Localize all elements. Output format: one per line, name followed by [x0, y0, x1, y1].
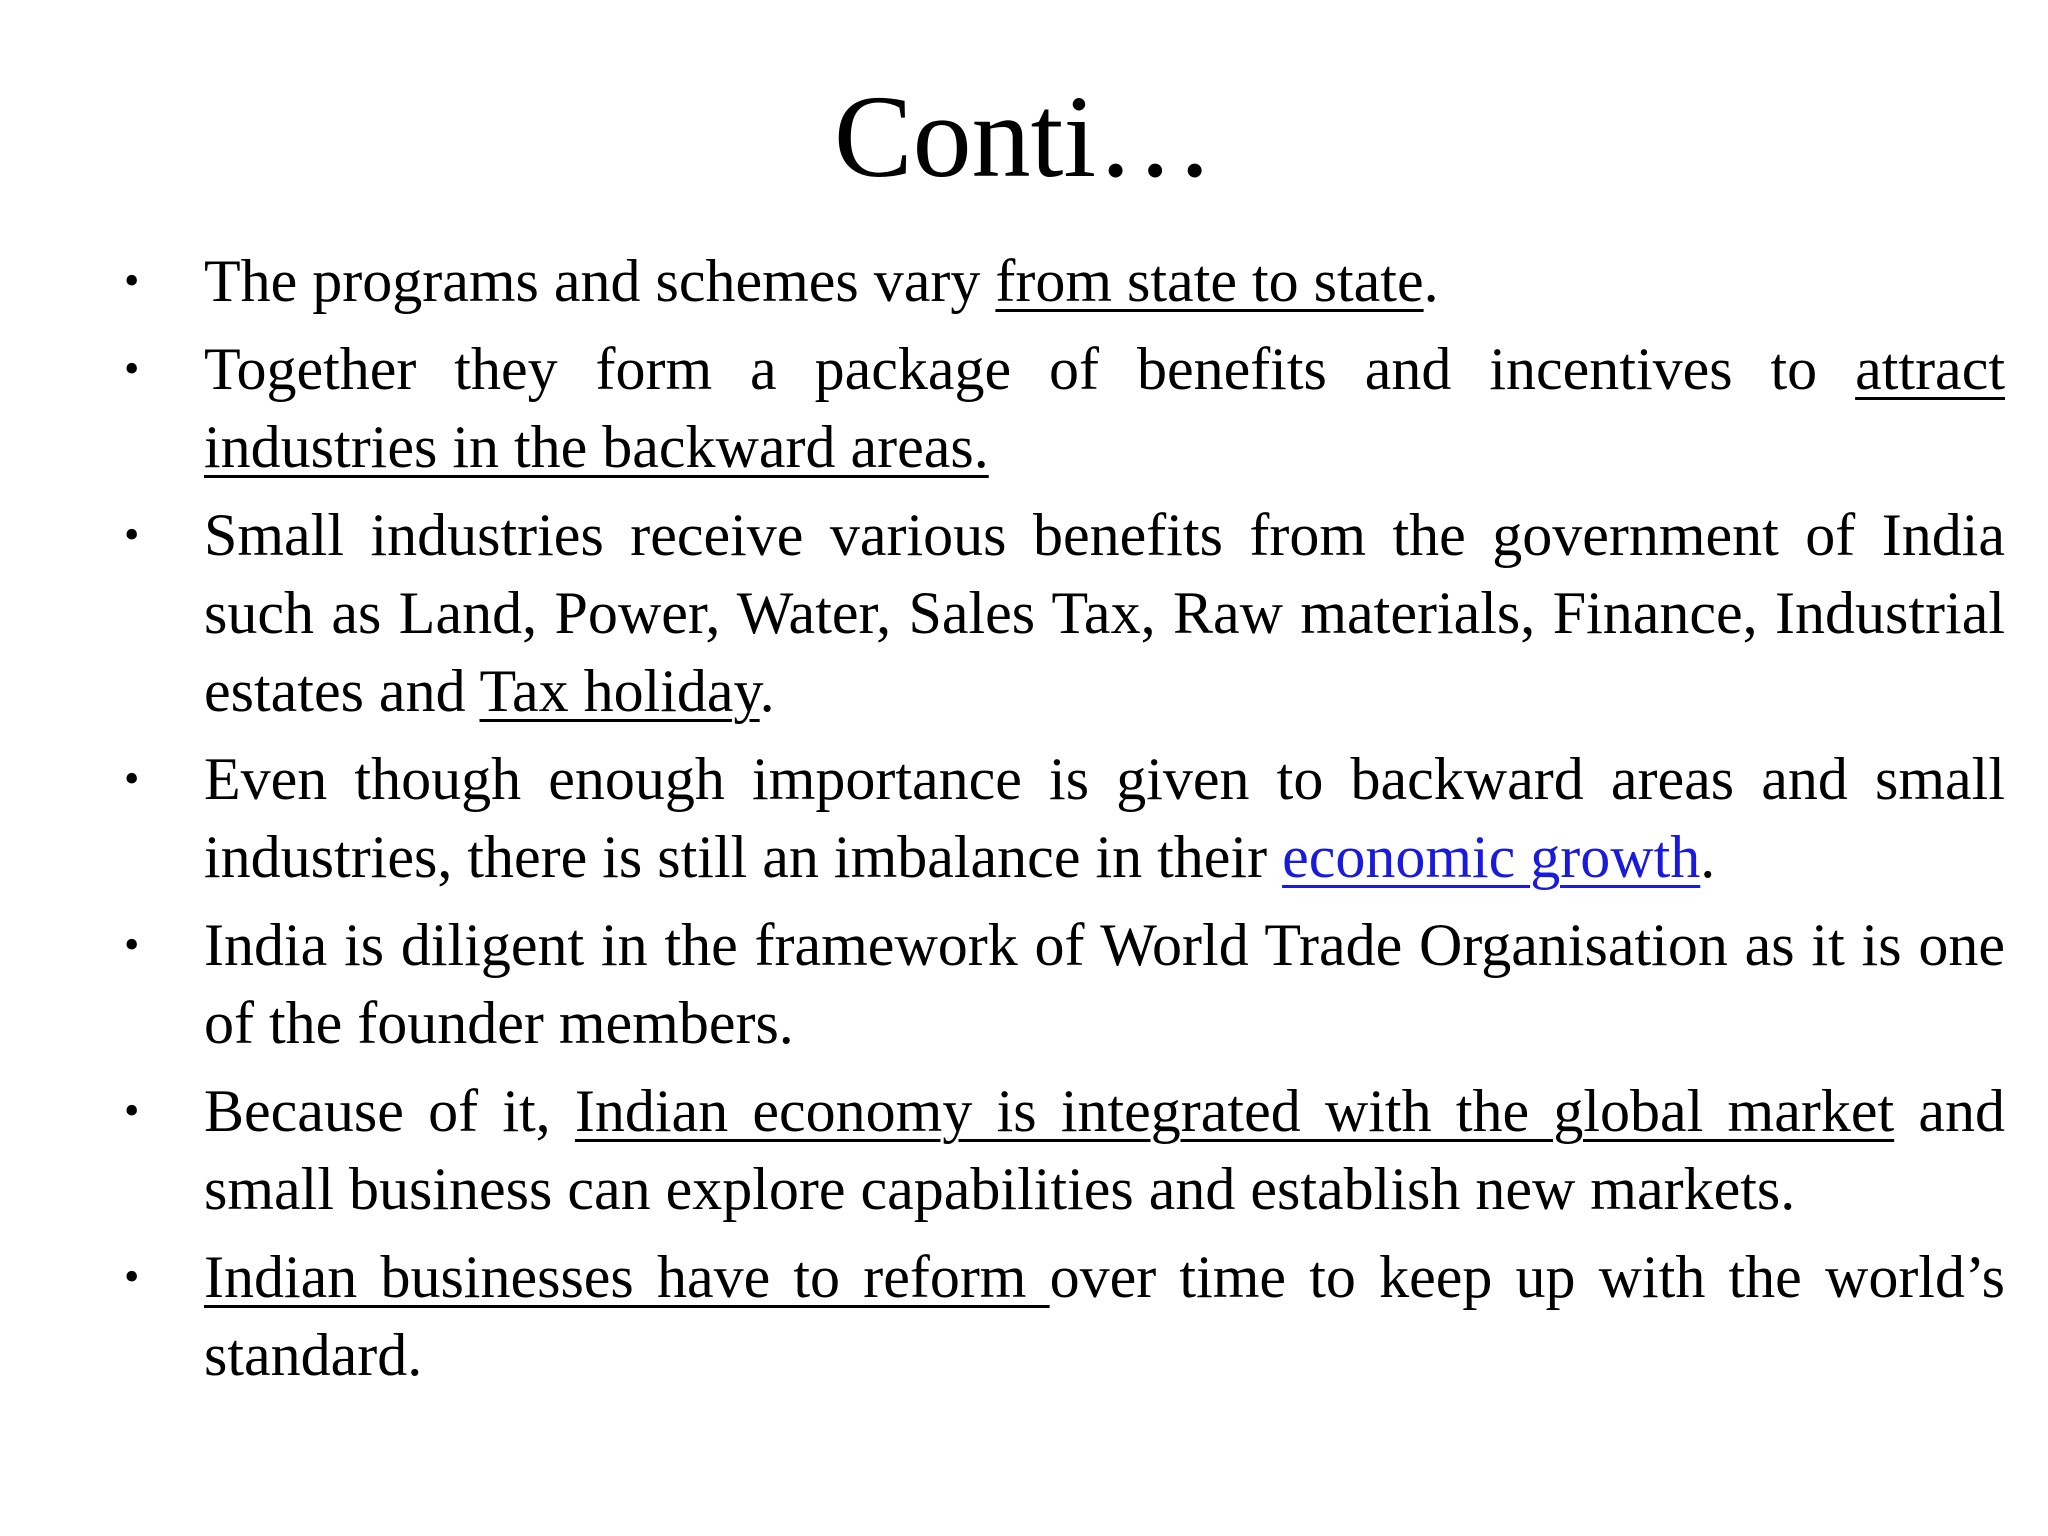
- bullet-list: [120, 242, 2005, 1404]
- bullet-text: .: [759, 658, 775, 724]
- bullet-dot-icon: •: [124, 256, 140, 305]
- bullet-text: Because of it,: [204, 1078, 575, 1144]
- bullet-item: [120, 330, 2005, 486]
- bullet-text: Even though enough importance is given to backward areas and small industries, there is still an imbalance in their: [204, 746, 2005, 890]
- bullet-item: [120, 496, 2005, 730]
- underlined-phrase: Tax holiday: [479, 658, 760, 724]
- bullet-text: .: [1700, 824, 1716, 890]
- underlined-phrase: attract industries in the backward areas.: [204, 336, 2005, 480]
- bullet-dot-icon: •: [124, 754, 140, 803]
- bullet-item: [120, 1238, 2005, 1394]
- bullet-text: over time to keep up with the world’s standard.: [204, 1244, 2005, 1388]
- underlined-phrase: Indian economy is integrated with the global market: [574, 1078, 1895, 1144]
- underlined-phrase: from state to state: [995, 248, 1424, 314]
- bullet-text: .: [1423, 248, 1439, 314]
- bullet-item: [120, 1072, 2005, 1228]
- bullet-text: Small industries receive various benefits from the government of India such as Land, Power, Water, Sales Tax, Raw materials, Finance, Industrial estates and: [204, 502, 2005, 724]
- bullet-item: [120, 906, 2005, 1062]
- bullet-dot-icon: •: [124, 1252, 140, 1301]
- bullet-text: and small business can explore capabilities and establish new markets.: [204, 1078, 2005, 1222]
- bullet-item: [120, 242, 2005, 320]
- underlined-phrase: Indian businesses have to reform: [204, 1244, 1050, 1310]
- slide-title: Conti…: [833, 71, 1215, 202]
- bullet-dot-icon: •: [124, 344, 140, 393]
- bullet-dot-icon: •: [124, 920, 140, 969]
- bullet-dot-icon: •: [124, 1086, 140, 1135]
- bullet-text: The programs and schemes vary: [204, 248, 996, 314]
- bullet-dot-icon: •: [124, 510, 140, 559]
- bullet-text: Together they form a package of benefits and incentives to: [204, 336, 1856, 402]
- bullet-item: [120, 740, 2005, 896]
- bullet-text: India is diligent in the framework of World Trade Organisation as it is one of the founder members.: [204, 912, 2005, 1056]
- hyperlink-economic-growth[interactable]: economic growth: [1282, 824, 1701, 890]
